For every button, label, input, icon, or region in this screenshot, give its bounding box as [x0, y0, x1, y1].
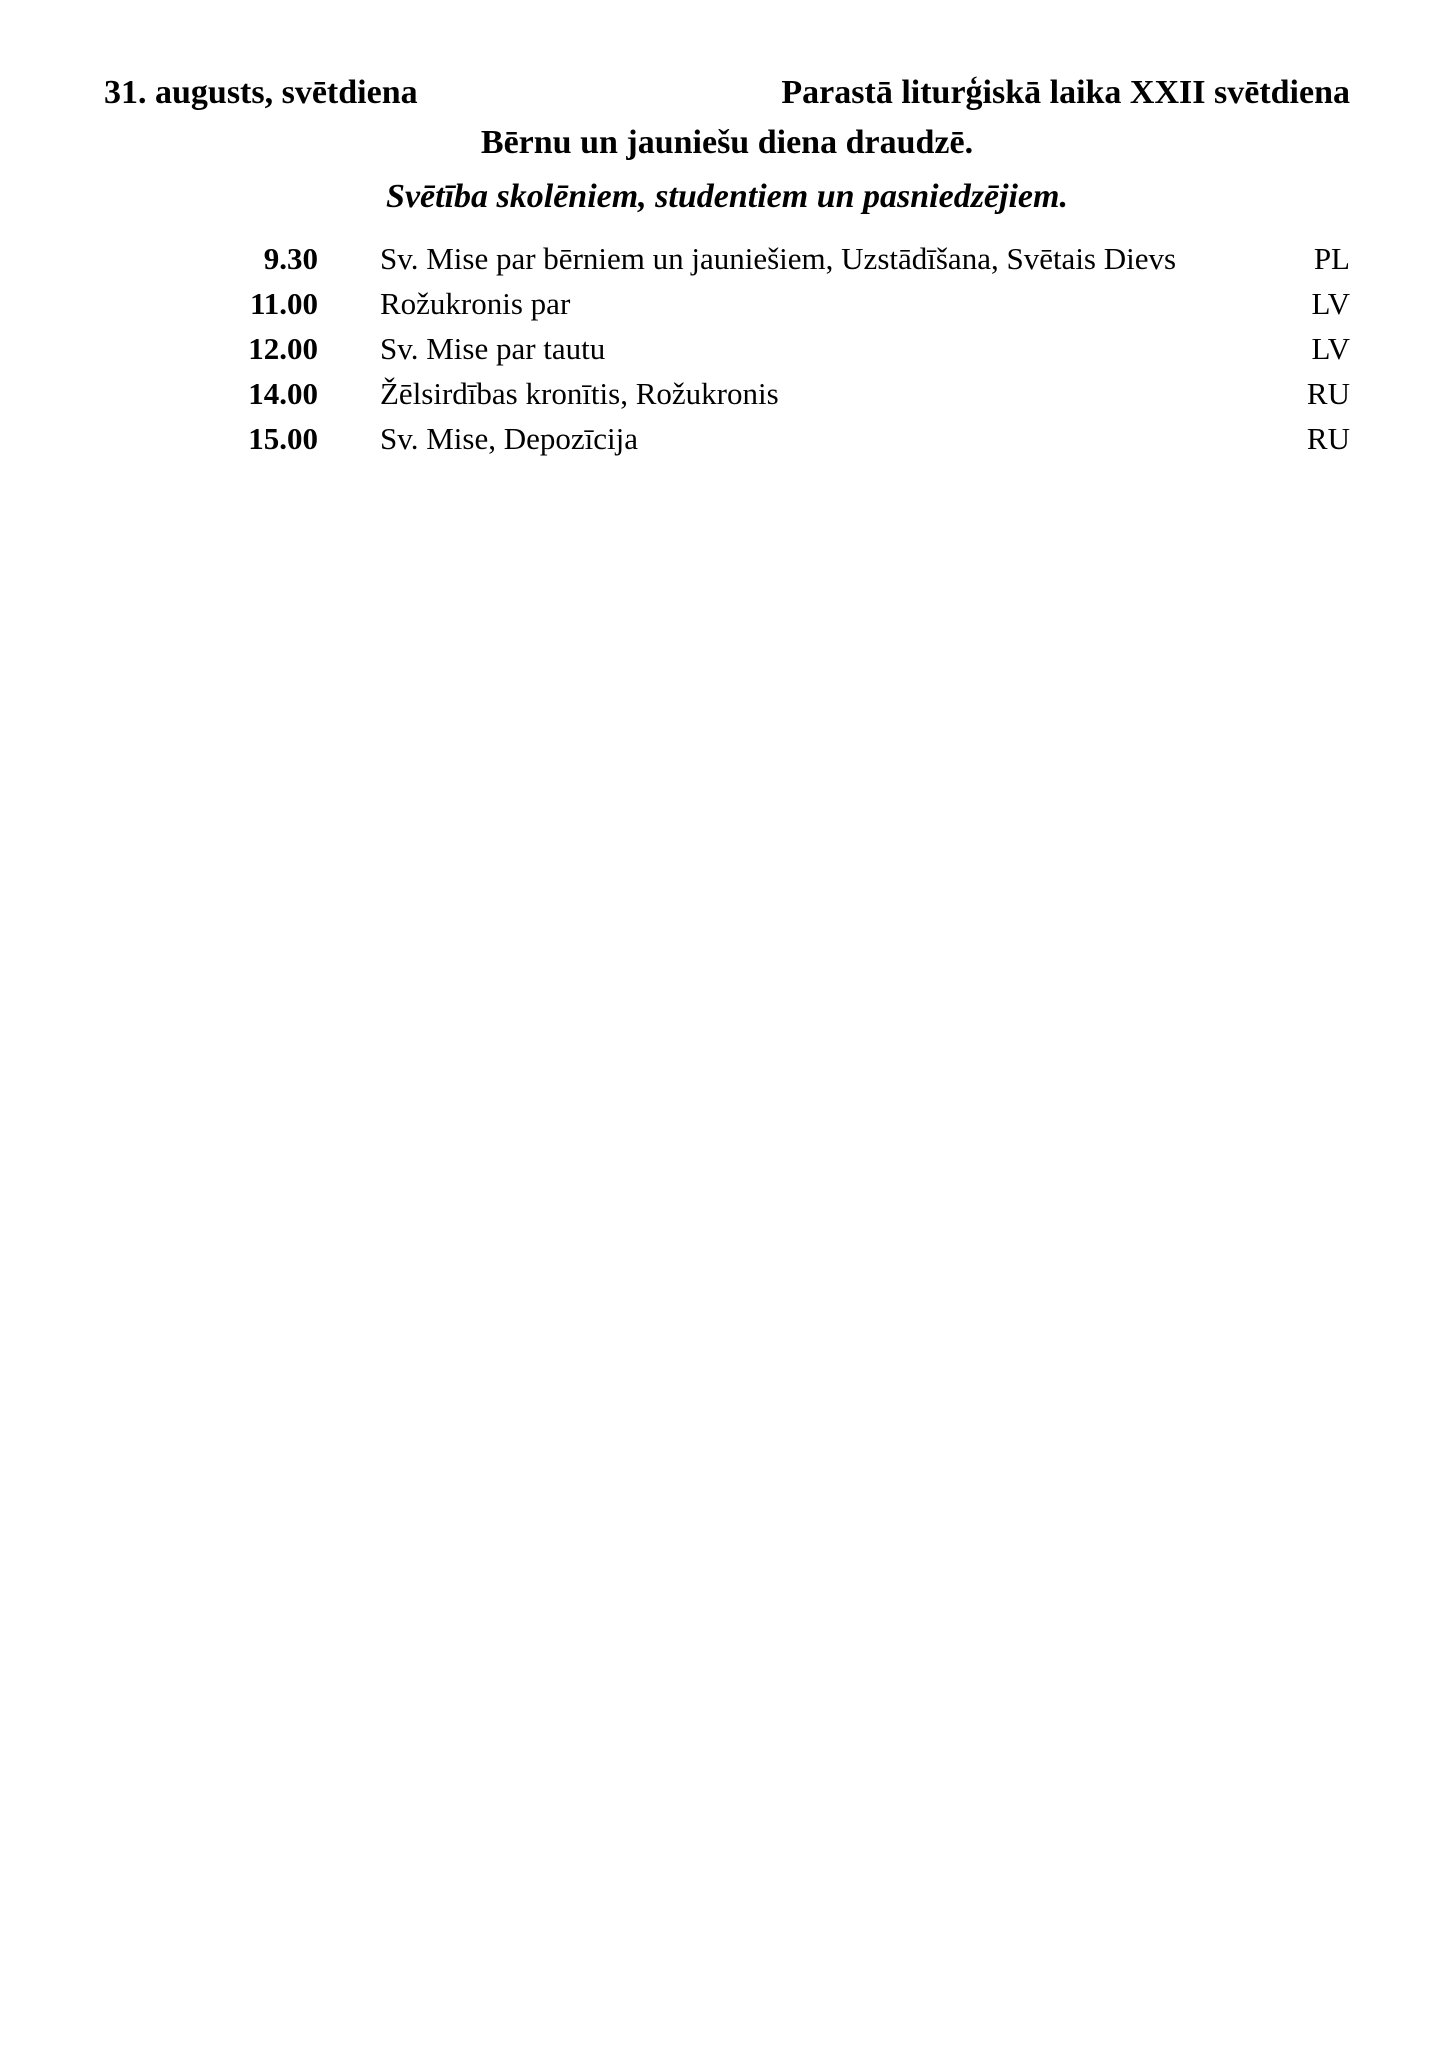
schedule-row	[104, 281, 1350, 326]
schedule-description: Sv. Mise par tautu	[380, 331, 606, 366]
event-subtitle: Bērnu un jauniešu diena draudzē.	[480, 124, 974, 161]
schedule-time: 11.00	[249, 286, 318, 321]
schedule-time: 12.00	[248, 331, 318, 366]
schedule-description: Žēlsirdības kronītis, Rožukronis	[380, 376, 779, 411]
schedule-description: Sv. Mise par bērniem un jauniešiem, Uzstādīšana, Svētais Dievs	[380, 241, 1177, 276]
schedule-row	[104, 326, 1350, 371]
schedule-row	[104, 416, 1350, 461]
schedule-description: Rožukronis par	[380, 286, 571, 321]
schedule-row	[104, 371, 1350, 416]
header-date: 31. augusts, svētdiena	[104, 74, 418, 111]
schedule-language: RU	[1306, 421, 1350, 456]
schedule-time: 15.00	[248, 421, 318, 456]
schedule-row	[104, 236, 1350, 281]
schedule-language: LV	[1311, 331, 1350, 366]
blessing-note: Svētība skolēniem, studentiem un pasniedzējiem.	[386, 178, 1068, 215]
header-liturgical-day: Parastā liturģiskā laika XXII svētdiena	[781, 74, 1350, 111]
schedule-language: RU	[1306, 376, 1350, 411]
page-header	[104, 70, 1350, 116]
schedule-language: PL	[1313, 241, 1350, 276]
schedule-time: 14.00	[248, 376, 318, 411]
schedule-list	[104, 236, 1350, 461]
schedule-description: Sv. Mise, Depozīcija	[380, 421, 638, 456]
schedule-time: 9.30	[263, 241, 318, 276]
schedule-language: LV	[1311, 286, 1350, 321]
